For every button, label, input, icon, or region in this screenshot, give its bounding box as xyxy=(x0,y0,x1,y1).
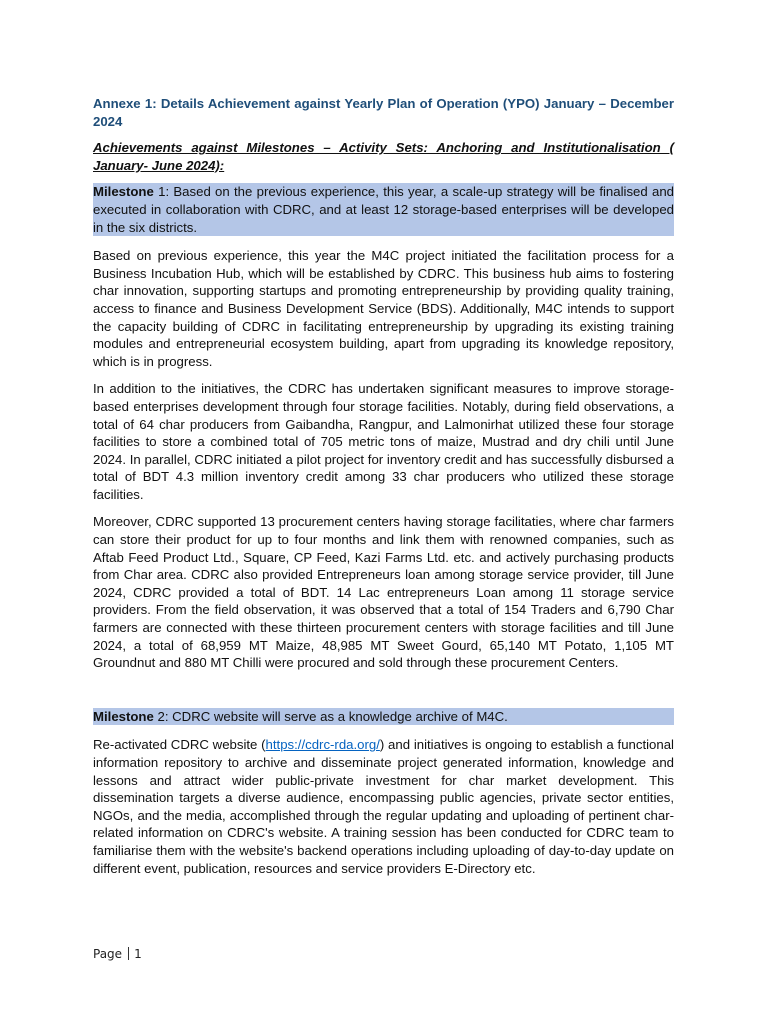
milestone-2-label: Milestone xyxy=(93,708,154,724)
paragraph-incubation-hub: Based on previous experience, this year the M4C project initiated the facilitation process for a Business Incubation Hub, which will be established by CDRC. This business hub aims to fostering char innovation, supporting startups and promoting entrepreneurship by providing quality training, access to finance and Business Development Service (BDS). Additionally, M4C intends to support the capacity building of CDRC in facilitating entrepreneurship by upgrading its existing training modules and entrepreneurial ecosystem building, apart from upgrading its knowledge repository, which is in progress. xyxy=(93,248,674,369)
milestone-1-label: Milestone xyxy=(93,184,154,200)
page-number: 1 xyxy=(134,947,142,961)
website-text-before: Re-activated CDRC website ( xyxy=(93,737,266,753)
paragraph-storage-enterprises: In addition to the initiatives, the CDRC has undertaken significant measures to improve storage-based enterprises development through four storage facilities. Notably, during field observations, a total of 64 char producers from Gaibandha, Rangpur, and Lalmonirhat utilized these four storage facilities to store a combined total of 705 metric tons of maize, Mustrad and dry chili until June 2024. In parallel, CDRC initiated a pilot project for inventory credit and has successfully disbursed a total of BDT 4.3 million inventory credit among 33 char producers who utilized these storage facilities. xyxy=(93,381,674,502)
paragraph-website xyxy=(93,736,674,877)
cdrc-website-link[interactable]: https://cdrc-rda.org/ xyxy=(265,737,380,753)
milestone-1-text: 1: Based on the previous experience, this year, a scale-up strategy will be finalised and executed in collaboration with CDRC, and at least 12 storage-based enterprises will be developed in the six districts. xyxy=(93,184,674,235)
footer-divider xyxy=(128,947,129,960)
annex-heading: Annexe 1: Details Achievement against Yearly Plan of Operation (YPO) January – December 2024 xyxy=(93,96,674,129)
milestone-2 xyxy=(93,708,674,726)
milestone-1 xyxy=(93,183,674,236)
spacer xyxy=(93,682,674,708)
section-subheading: Achievements against Milestones – Activity Sets: Anchoring and Institutionalisation ( January- June 2024): xyxy=(93,140,674,173)
milestone-2-text: 2: CDRC website will serve as a knowledge archive of M4C. xyxy=(153,708,508,724)
document-body xyxy=(93,95,674,887)
page-label: Page xyxy=(93,947,123,961)
website-text-after: ) and initiatives is ongoing to establish a functional information repository to archive and disseminate project generated information, knowledge and lessons and attract wider public-private investment for char market development. This dissemination targets a diverse audience, encompassing public agencies, private sector entities, NGOs, and the media, accomplished through the regular updating and uploading of pertinent char-related information on CDRC's website. A training session has been conducted for CDRC team to familiarise them with the website's backend operations including uploading of day-to-day update on different event, publication, resources and service providers E-Directory etc. xyxy=(93,737,674,876)
page-footer xyxy=(93,947,142,961)
paragraph-procurement-centers: Moreover, CDRC supported 13 procurement centers having storage facilitaties, where char farmers can store their product for up to four months and link them with renowned companies, such as Aftab Feed Product Ltd., Square, CP Feed, Kazi Farms Ltd. etc. and actively purchasing products from Char area. CDRC also provided Entrepreneurs loan among storage service provider, till June 2024, CDRC provided a total of BDT. 14 Lac entrepreneurs Loan among 11 storage service providers. From the field observation, it was observed that a total of 154 Traders and 6,790 Char farmers are connected with these thirteen procurement centers with storage facilities and till June 2024, a total of 68,959 MT Maize, 48,985 MT Sweet Gourd, 65,140 MT Potato, 1,105 MT Groundnut and 880 MT Chilli were procured and sold through these procurement Centers. xyxy=(93,514,674,671)
